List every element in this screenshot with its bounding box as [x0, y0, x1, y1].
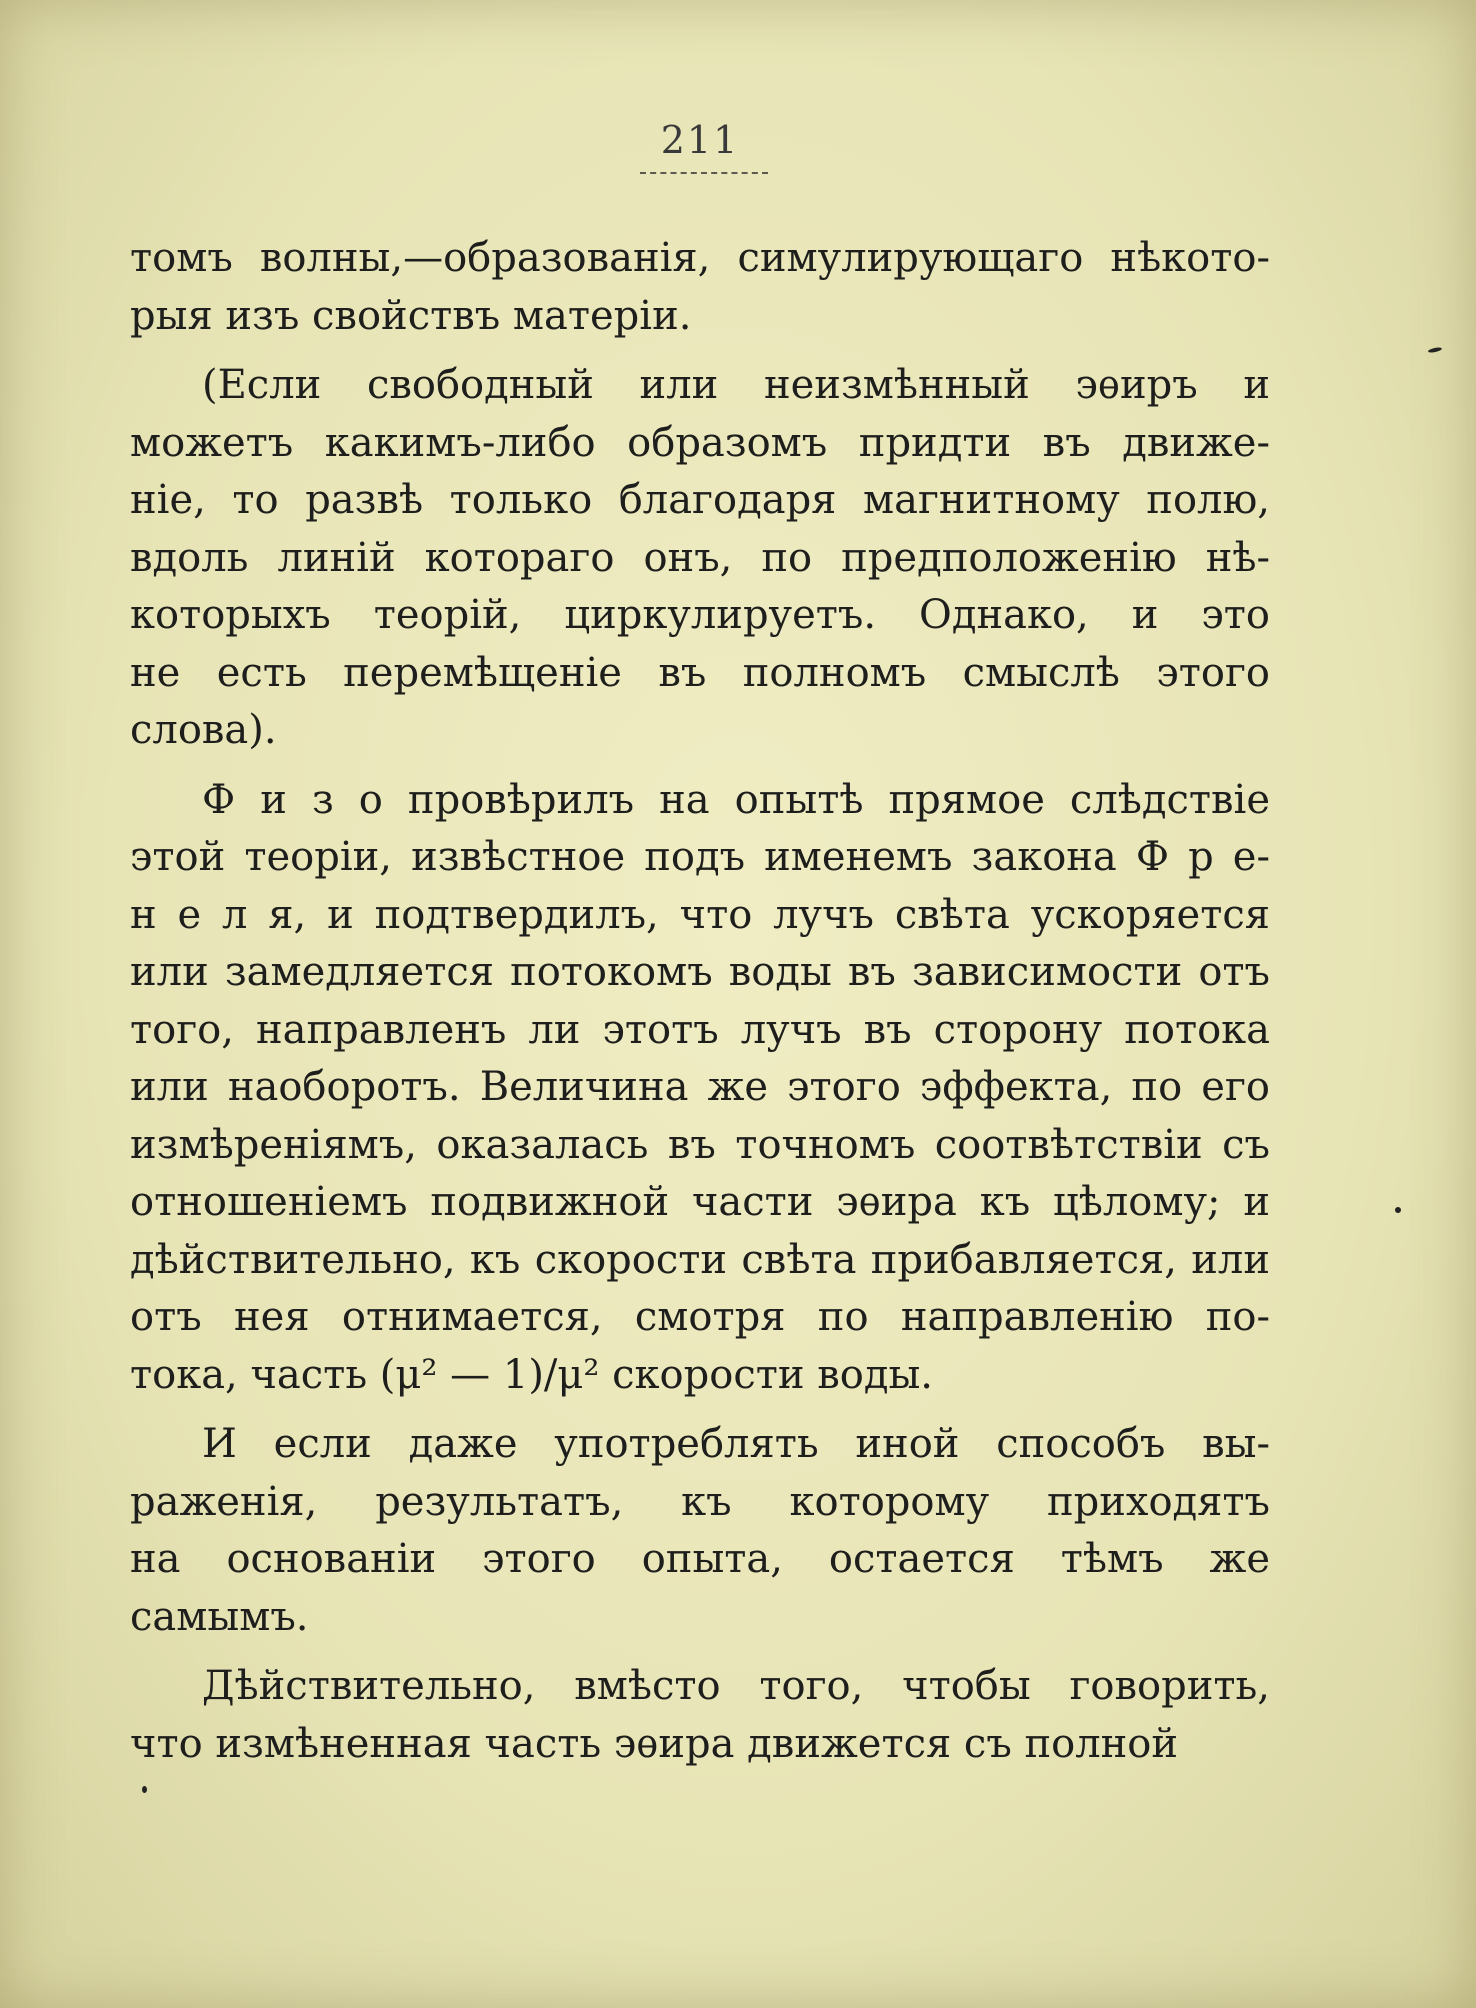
text-line: измѣреніямъ, оказалась въ точномъ соотвѣтствіи съ: [130, 1121, 1270, 1168]
ink-speck: [1395, 1207, 1401, 1213]
text-line: н е л я, и подтвердилъ, что лучъ свѣта ускоряется: [130, 891, 1270, 938]
text-line: самымъ.: [130, 1593, 309, 1640]
text-line: Ф и з о провѣрилъ на опытѣ прямое слѣдствіе: [202, 776, 1270, 823]
text-line: на основаніи этого опыта, остается тѣмъ же: [130, 1536, 1270, 1582]
text-line: вдоль линій котораго онъ, по предположенію нѣ-: [130, 534, 1270, 581]
body-text: [130, 230, 1270, 1785]
paragraph: [130, 357, 1270, 760]
text-line: можетъ какимъ-либо образомъ придти въ движе-: [130, 419, 1270, 466]
text-line: рыя изъ свойствъ матеріи.: [130, 292, 692, 339]
text-line: Дѣйствительно, вмѣсто того, чтобы говорить,: [202, 1663, 1270, 1709]
text-line: И если даже употреблять иной способъ вы-: [202, 1421, 1270, 1467]
text-line: что измѣненная часть эѳира движется съ полной: [130, 1720, 1179, 1767]
text-line: которыхъ теорій, циркулируетъ. Однако, и это: [130, 592, 1270, 638]
paragraph: [130, 772, 1270, 1405]
text-line: того, направленъ ли этотъ лучъ въ сторону потока: [130, 1006, 1270, 1053]
paragraph: [130, 1416, 1270, 1646]
text-line: отношеніемъ подвижной части эѳира къ цѣлому; и: [130, 1179, 1270, 1225]
page-number: 211: [660, 118, 740, 162]
text-line: раженія, результатъ, къ которому приходятъ: [130, 1478, 1270, 1525]
text-line: дѣйствительно, къ скорости свѣта прибавляется, или: [130, 1236, 1270, 1283]
text-line: отъ нея отнимается, смотря по направленію по-: [130, 1294, 1270, 1340]
paragraph: [130, 230, 1270, 345]
paragraph: [130, 1658, 1270, 1773]
text-line: этой теоріи, извѣстное подъ именемъ закона Ф р е-: [130, 834, 1270, 880]
text-line: не есть перемѣщеніе въ полномъ смыслѣ этого: [130, 649, 1270, 696]
text-line: тока, часть (μ² — 1)/μ² скорости воды.: [130, 1351, 934, 1398]
page-number-rule: [640, 172, 768, 174]
text-line: или наоборотъ. Величина же этого эффекта, по его: [130, 1064, 1270, 1110]
text-line: (Если свободный или неизмѣнный эѳиръ и: [202, 362, 1270, 408]
text-line: томъ волны,—образованія, симулирующаго нѣкото-: [130, 235, 1270, 281]
text-line: слова).: [130, 707, 277, 753]
ink-speck: [142, 1786, 147, 1793]
ink-speck: [1428, 347, 1443, 354]
text-line: или замедляется потокомъ воды въ зависимости отъ: [130, 949, 1270, 995]
text-line: ніе, то развѣ только благодаря магнитному полю,: [130, 477, 1270, 523]
